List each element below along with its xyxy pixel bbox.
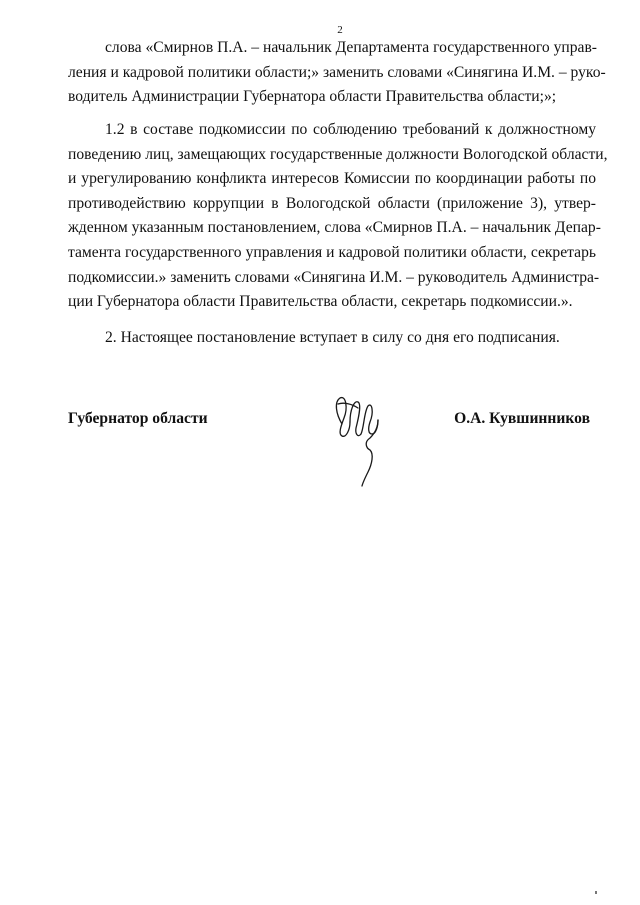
signatory-title: Губернатор области — [68, 410, 208, 427]
signature-block — [68, 410, 596, 490]
page-number: 2 — [337, 24, 343, 36]
text-line: 1.2 в составе подкомиссии по соблюдению требований к должностному — [105, 121, 596, 138]
paragraph-3 — [68, 326, 596, 351]
paragraph-2 — [68, 118, 608, 315]
text-line: жденном указанным постановлением, слова «Смирнов П.А. – начальник Депар- — [68, 219, 601, 237]
scan-speck — [595, 891, 597, 894]
text-line: водитель Администрации Губернатора области Правительства области;»; — [68, 88, 557, 106]
handwritten-signature — [328, 394, 388, 490]
text-line: тамента государственного управления и кадровой политики области, секретарь — [68, 243, 596, 261]
text-line: и урегулированию конфликта интересов Комиссии по координации работы по — [68, 170, 596, 188]
text-line: 2. Настоящее постановление вступает в силу со дня его подписания. — [105, 329, 560, 346]
text-line: ции Губернатора области Правительства области, секретарь подкомиссии.». — [68, 293, 573, 311]
signatory-name: О.А. Кувшинников — [454, 410, 590, 427]
text-line: ления и кадровой политики области;» заменить словами «Синягина И.М. – руко- — [68, 63, 606, 81]
text-line: поведению лиц, замещающих государственные должности Вологодской области, — [68, 145, 608, 163]
paragraph-1 — [68, 36, 606, 110]
text-line: противодействию коррупции в Вологодской области (приложение 3), утвер- — [68, 194, 596, 212]
text-line: слова «Смирнов П.А. – начальник Департамента государственного управ- — [105, 39, 598, 56]
text-line: подкомиссии.» заменить словами «Синягина И.М. – руководитель Администра- — [68, 268, 600, 286]
